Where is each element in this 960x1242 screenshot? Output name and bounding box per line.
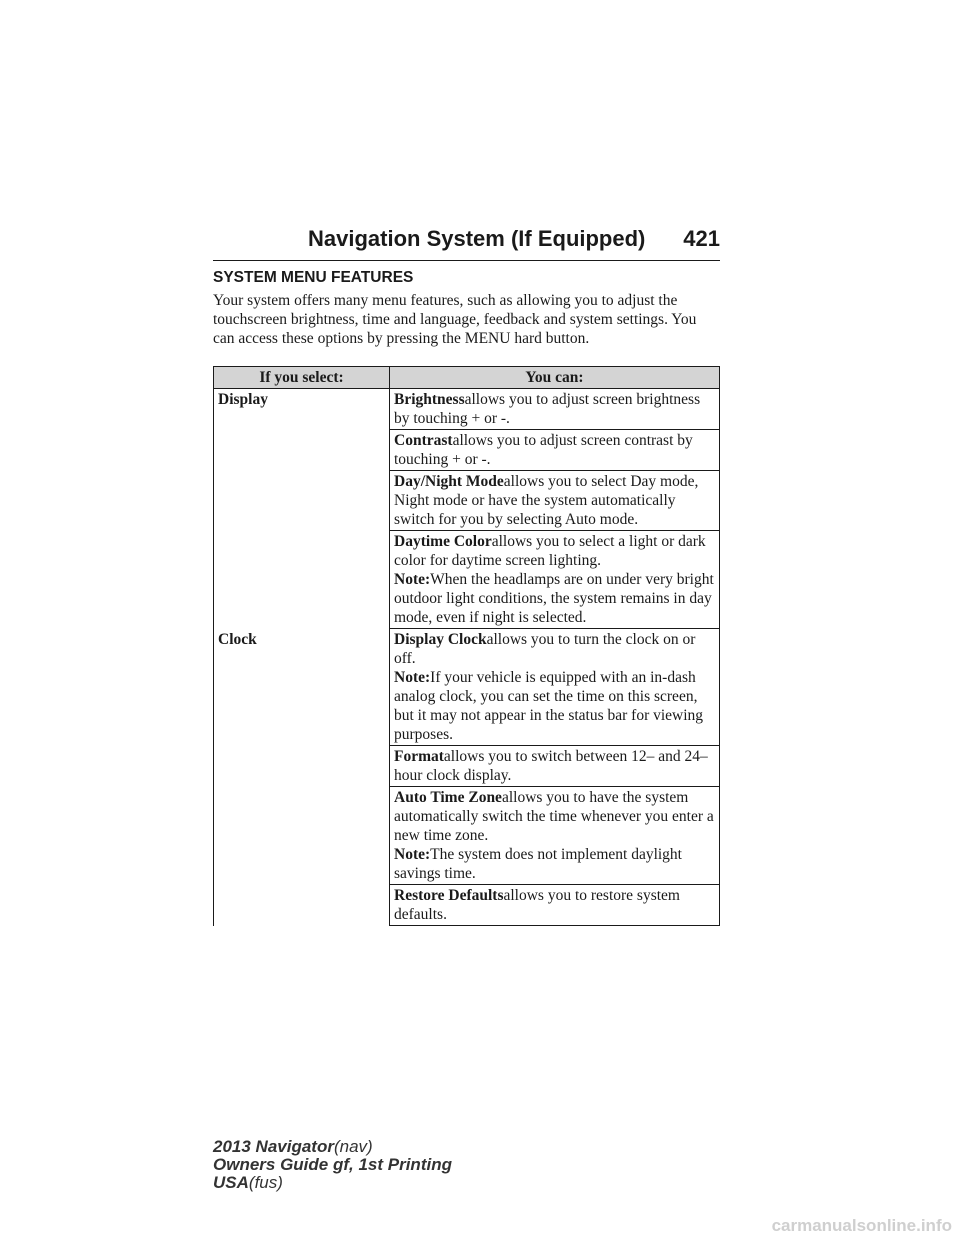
table-row: [214, 629, 720, 746]
feature-term: Format: [394, 748, 444, 765]
note-text: When the headlamps are on under very bright outdoor light conditions, the system remains in day mode, even if night is selected.: [394, 571, 714, 626]
feature-term: Auto Time Zone: [394, 789, 502, 806]
footer-line-market: [213, 1174, 452, 1192]
feature-term: Brightness: [394, 391, 465, 408]
feature-format: [390, 746, 720, 787]
note-label: Note:: [394, 669, 431, 686]
feature-display-clock: [390, 629, 720, 746]
feature-term: Daytime Color: [394, 533, 492, 550]
page-header: [308, 226, 720, 252]
menu-features-table: [213, 366, 720, 926]
feature-auto-time-zone: [390, 787, 720, 885]
feature-day-night-mode: [390, 471, 720, 531]
feature-description: allows you to adjust screen contrast by touching + or -.: [394, 432, 693, 468]
feature-description: allows you to adjust screen brightness by touching + or -.: [394, 391, 701, 427]
chapter-title: Navigation System (If Equipped): [308, 226, 646, 251]
note-label: Note:: [394, 846, 431, 863]
feature-description: allows you to select Day mode, Night mode or have the system automatically switch for you by selecting Auto mode.: [394, 473, 699, 528]
column-header-select: If you select:: [214, 367, 390, 389]
footer-model-code: (nav): [333, 1137, 373, 1156]
feature-description: allows you to restore system defaults.: [394, 887, 680, 923]
category-clock: Clock: [214, 629, 390, 926]
feature-description: allows you to have the system automatically switch the time whenever you enter a new time zone.: [394, 789, 714, 844]
feature-daytime-color: [390, 531, 720, 629]
section-title: SYSTEM MENU FEATURES: [213, 269, 414, 286]
footer-line-model: [213, 1138, 452, 1156]
feature-description: allows you to turn the clock on or off.: [394, 631, 696, 667]
footer-market-code: (fus): [248, 1173, 283, 1192]
feature-restore-defaults: [390, 885, 720, 926]
feature-contrast: [390, 430, 720, 471]
watermark: carmanualsonline.info: [771, 1216, 952, 1235]
feature-description: allows you to switch between 12– and 24–hour clock display.: [394, 748, 708, 784]
footer-line-guide: Owners Guide gf, 1st Printing: [213, 1155, 452, 1174]
note-label: Note:: [394, 571, 431, 588]
category-display: Display: [214, 389, 390, 629]
footer-market: USA: [213, 1173, 249, 1192]
footer-model: 2013 Navigator: [213, 1137, 334, 1156]
intro-paragraph: Your system offers many menu features, such as allowing you to adjust the touchscreen brightness, time and language, feedback and system settings. You can access these options by pressing the MENU hard button.: [213, 292, 697, 347]
note-text: The system does not implement daylight savings time.: [394, 846, 682, 882]
page-number: 421: [683, 226, 720, 251]
feature-term: Contrast: [394, 432, 453, 449]
note-text: If your vehicle is equipped with an in-dash analog clock, you can set the time on this screen, but it may not appear in the status bar for viewing purposes.: [394, 669, 704, 743]
feature-description: allows you to select a light or dark color for daytime screen lighting.: [394, 533, 706, 569]
table-header-row: [214, 367, 720, 389]
page-footer: [213, 1138, 452, 1192]
feature-term: Display Clock: [394, 631, 487, 648]
feature-brightness: [390, 389, 720, 430]
table-row: [214, 389, 720, 430]
header-divider: [213, 260, 720, 261]
feature-term: Day/Night Mode: [394, 473, 504, 490]
feature-term: Restore Defaults: [394, 887, 504, 904]
column-header-can: You can:: [390, 367, 720, 389]
